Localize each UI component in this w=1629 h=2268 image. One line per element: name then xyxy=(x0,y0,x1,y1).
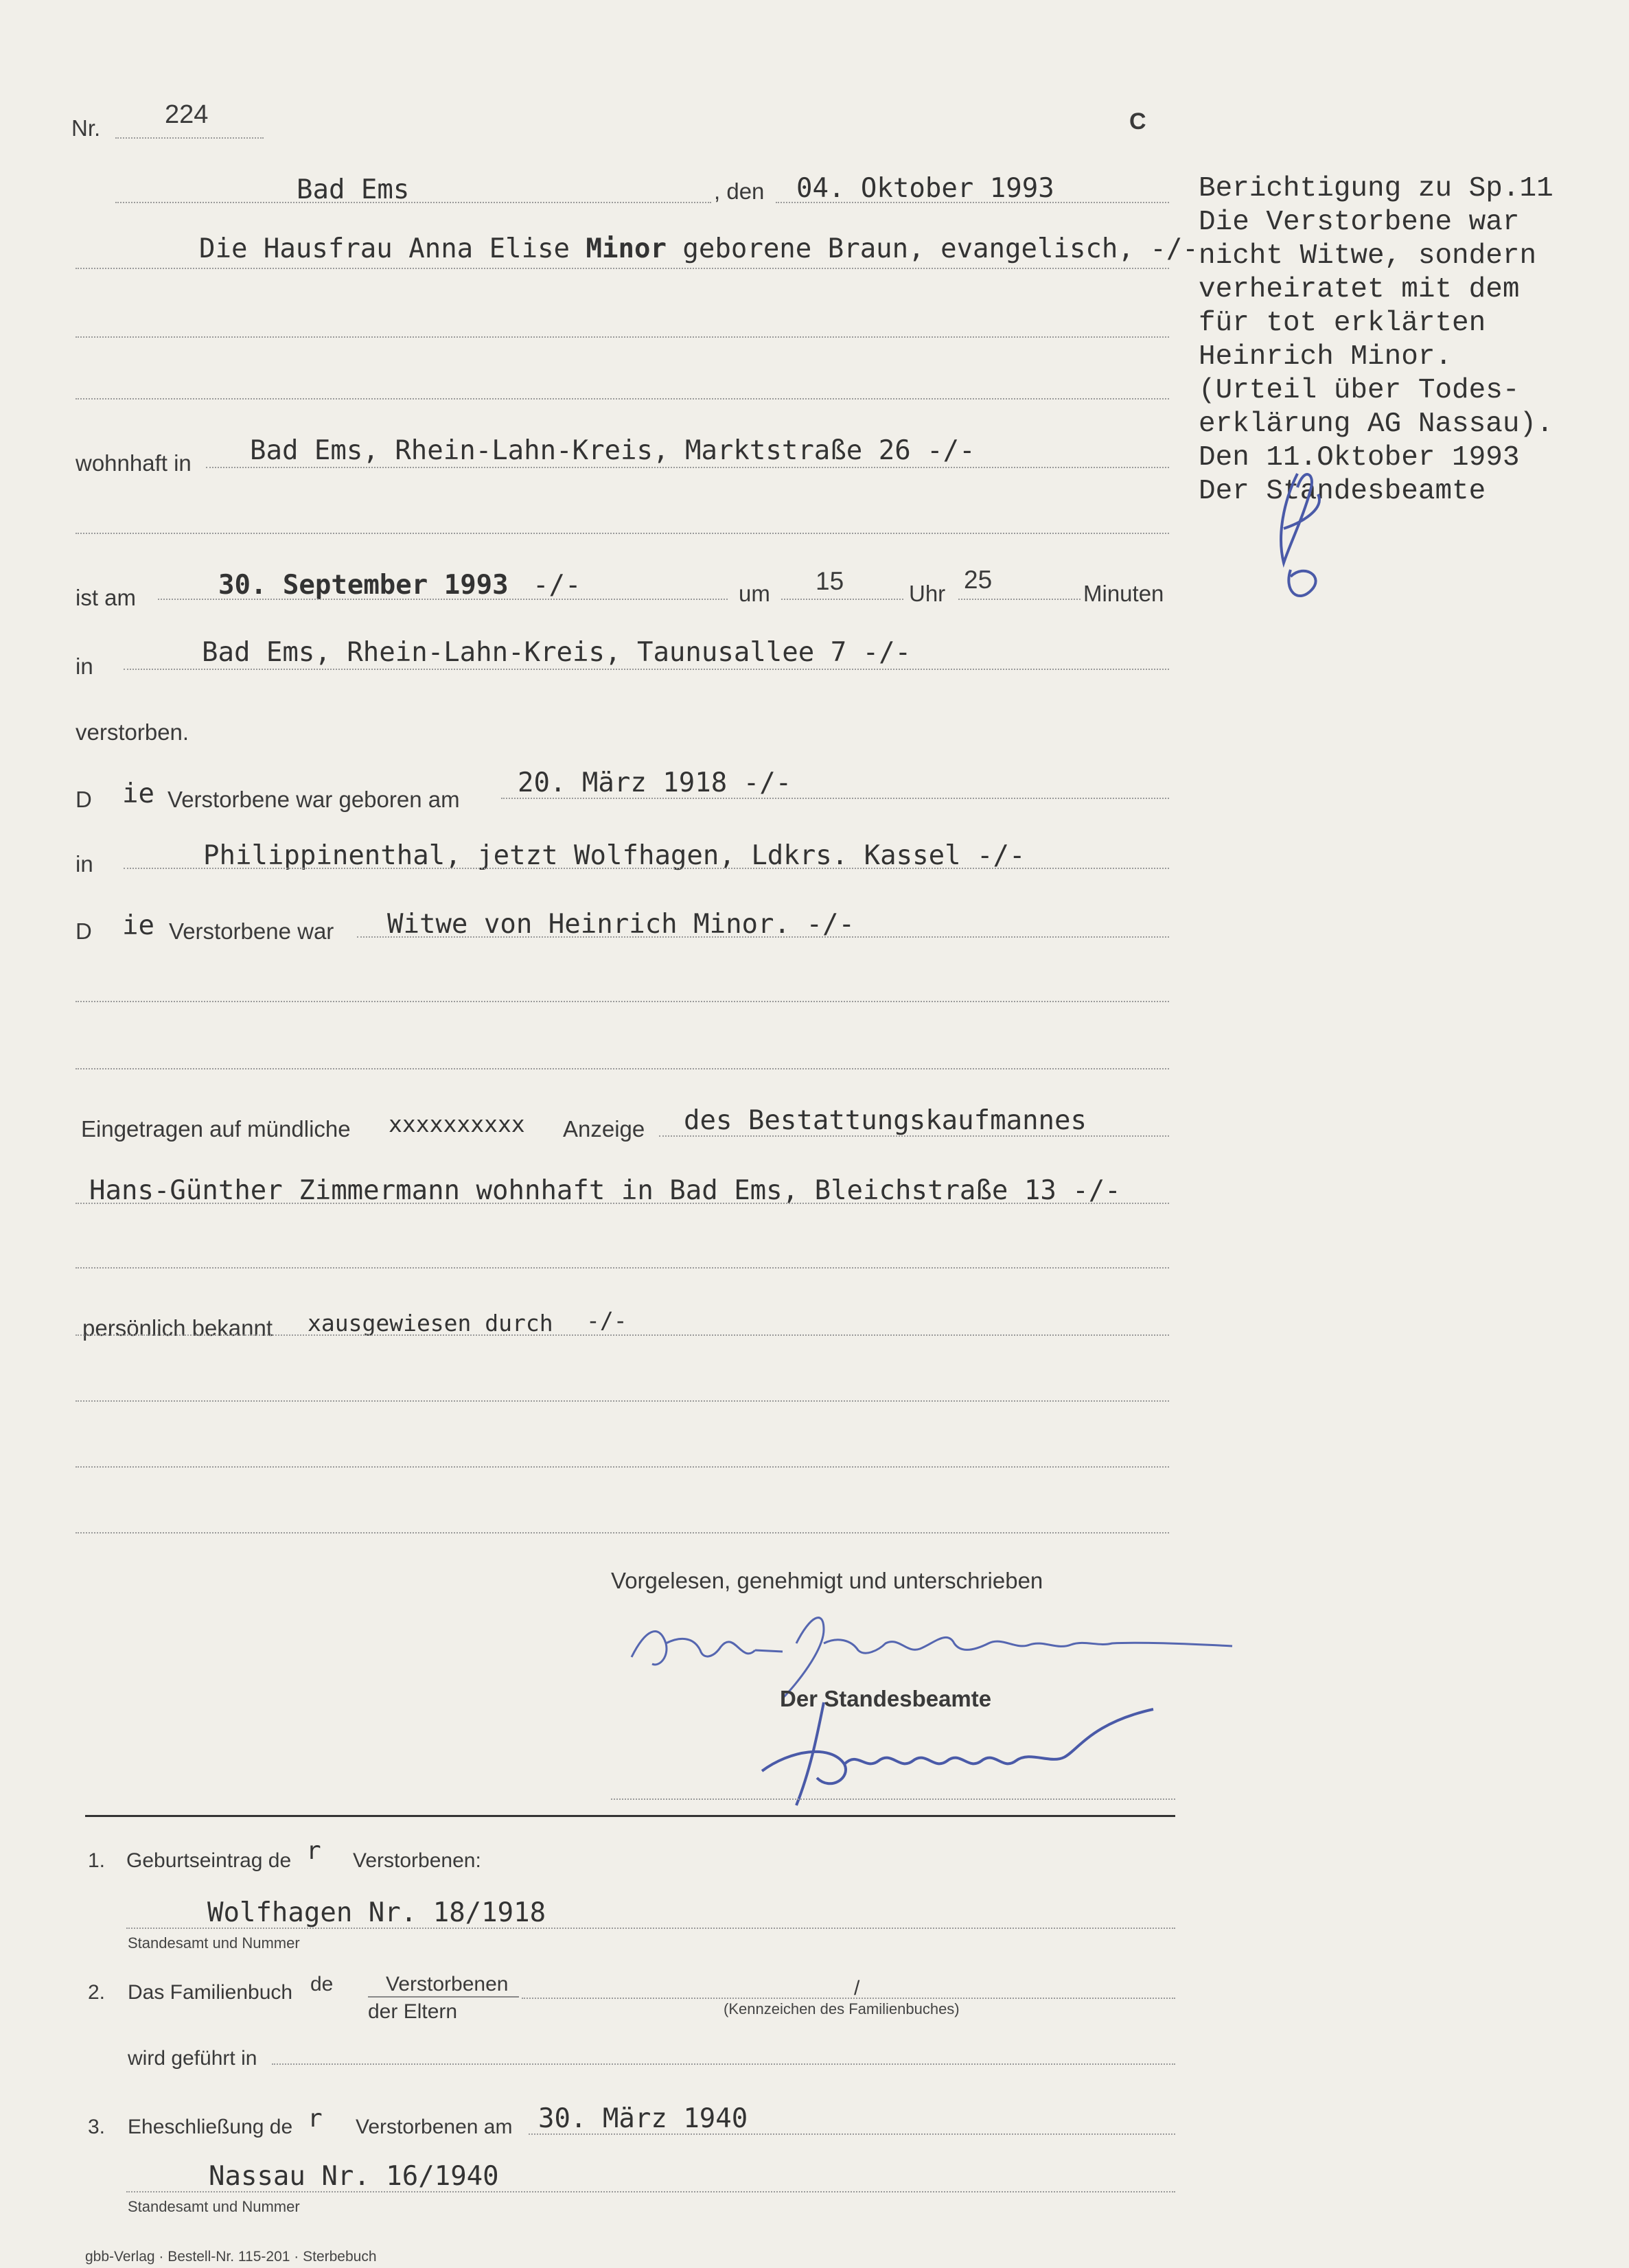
vorgelesen-label: Vorgelesen, genehmigt und unterschrieben xyxy=(611,1568,1043,1593)
item3-sub: Standesamt und Nummer xyxy=(128,2198,300,2215)
um-label: um xyxy=(739,581,770,606)
informant-line-2: Hans-Günther Zimmermann wohnhaft in Bad Ems, Bleichstraße 13 -/- xyxy=(89,1175,1121,1206)
status-ie-typed: ie xyxy=(122,910,154,941)
registration-struck: xxxxxxxxxx xyxy=(389,1111,525,1137)
dotted-line xyxy=(76,268,1169,269)
item3-label2: Verstorbenen am xyxy=(356,2116,513,2138)
dotted-line xyxy=(76,533,1169,534)
signature-line xyxy=(611,1798,1175,1800)
corner-mark: C xyxy=(1129,108,1146,135)
identity-struck: xausgewiesen durch xyxy=(308,1310,553,1336)
dotted-line xyxy=(76,1400,1169,1402)
margin-signature-icon xyxy=(1256,460,1359,611)
dotted-line xyxy=(76,1001,1169,1002)
minuten-label: Minuten xyxy=(1083,581,1164,606)
item2-gefuehrt-label: wird geführt in xyxy=(128,2047,257,2070)
item2-de: de xyxy=(310,1973,334,1995)
residence-value: Bad Ems, Rhein-Lahn-Kreis, Marktstraße 26 -/- xyxy=(250,435,975,466)
item2-slash: / xyxy=(854,1977,860,2000)
death-minutes: 25 xyxy=(964,566,993,594)
margin-line: (Urteil über Todes- xyxy=(1199,375,1520,406)
ist-am-label: ist am xyxy=(76,585,137,610)
margin-line: erklärung AG Nassau). xyxy=(1199,408,1553,440)
dotted-line xyxy=(357,936,1169,938)
dotted-line xyxy=(776,202,1169,203)
item2-kennzeichen: (Kennzeichen des Familienbuches) xyxy=(724,2000,960,2017)
item1-label2: Verstorbenen: xyxy=(353,1849,481,1872)
status-war-label: Verstorbene war xyxy=(169,918,334,944)
dotted-line xyxy=(158,599,728,600)
status-value: Witwe von Heinrich Minor. -/- xyxy=(387,909,855,940)
item1-label: Geburtseintrag de xyxy=(126,1849,292,1872)
dotted-line xyxy=(76,336,1169,338)
standesbeamte-label: Der Standesbeamte xyxy=(780,1686,992,1711)
geboren-label: Verstorbene war geboren am xyxy=(167,787,460,812)
option-divider xyxy=(368,1996,519,1998)
registration-date: 04. Oktober 1993 xyxy=(796,173,1054,204)
item2-option-verstorbenen: Verstorbenen xyxy=(386,1973,509,1995)
verstorben-label: verstorben. xyxy=(76,719,189,745)
person-prefix: Die Hausfrau Anna Elise xyxy=(199,233,586,264)
dotted-line xyxy=(124,669,1169,670)
dotted-line xyxy=(781,599,903,600)
margin-line: Die Verstorbene war xyxy=(1199,207,1520,238)
dotted-line xyxy=(76,398,1169,400)
death-hour: 15 xyxy=(816,567,844,595)
dotted-line xyxy=(115,137,264,139)
death-in-label: in xyxy=(76,653,93,679)
margin-line: Den 11.Oktober 1993 xyxy=(1199,442,1520,474)
dotted-line xyxy=(76,1203,1169,1204)
birth-date: 20. März 1918 -/- xyxy=(518,767,792,798)
status-d-label: D xyxy=(76,918,92,944)
margin-line: für tot erklärten xyxy=(1199,308,1486,339)
birth-place: Philippinenthal, jetzt Wolfhagen, Ldkrs. Kassel -/- xyxy=(203,840,1026,871)
death-date-mark: -/- xyxy=(533,570,581,601)
publisher-line: gbb-Verlag · Bestell-Nr. 115-201 · Sterbebuch xyxy=(85,2249,377,2265)
margin-line: nicht Witwe, sondern xyxy=(1199,240,1537,272)
item2-number: 2. xyxy=(88,1981,106,2004)
dotted-line xyxy=(76,1532,1169,1534)
dotted-line xyxy=(76,1334,1169,1336)
item2-label: Das Familienbuch xyxy=(128,1981,293,2004)
margin-line: Der Standesbeamte xyxy=(1199,476,1486,507)
dotted-line xyxy=(958,599,1081,600)
item3-r: r xyxy=(308,2105,323,2133)
item1-r: r xyxy=(306,1837,321,1865)
dotted-line xyxy=(659,1135,1169,1137)
dotted-line xyxy=(115,202,711,203)
residence-label: wohnhaft in xyxy=(76,450,192,476)
dotted-line xyxy=(501,798,1169,799)
item3-value: Nassau Nr. 16/1940 xyxy=(209,2161,499,2192)
nr-label: Nr. xyxy=(71,115,101,141)
marriage-date: 30. März 1940 xyxy=(538,2103,748,2134)
dotted-line xyxy=(76,1068,1169,1069)
dotted-line xyxy=(529,2133,1175,2135)
death-date: 30. September 1993 xyxy=(218,570,509,601)
birth-d-label: D xyxy=(76,787,92,812)
margin-line: Heinrich Minor. xyxy=(1199,341,1453,373)
death-place: Bad Ems, Rhein-Lahn-Kreis, Taunusallee 7 -/- xyxy=(202,637,912,668)
person-rest: e Braun, evangelisch, -/- xyxy=(795,233,1199,264)
person-surname: Minor xyxy=(586,233,667,264)
person-geboren: geboren xyxy=(666,233,796,264)
dotted-line xyxy=(272,2063,1175,2065)
identity-mark: -/- xyxy=(586,1307,627,1334)
den-label: , den xyxy=(714,178,765,204)
dotted-line xyxy=(76,1267,1169,1269)
place-of-registration: Bad Ems xyxy=(297,174,410,205)
dotted-line xyxy=(206,467,1169,468)
margin-correction-note xyxy=(1199,139,1553,542)
margin-line: verheiratet mit dem xyxy=(1199,274,1520,305)
item1-sub: Standesamt und Nummer xyxy=(128,1934,300,1952)
dotted-line xyxy=(124,868,1169,869)
section-divider xyxy=(85,1815,1175,1817)
birth-ie-typed: ie xyxy=(122,778,154,809)
anzeige-label: Anzeige xyxy=(563,1116,645,1142)
item3-label: Eheschließung de xyxy=(128,2116,293,2138)
registrar-signature-icon xyxy=(748,1696,1160,1812)
dotted-line xyxy=(126,2191,1175,2192)
dotted-line xyxy=(76,1466,1169,1468)
dotted-line xyxy=(126,1928,1175,1929)
item3-number: 3. xyxy=(88,2116,106,2138)
person-line xyxy=(199,233,1199,264)
birth-in-label: in xyxy=(76,851,93,877)
dotted-line xyxy=(522,1998,1175,1999)
identity-label: persönlich bekannt xyxy=(82,1315,273,1341)
informant-line-1: des Bestattungskaufmannes xyxy=(684,1105,1087,1136)
item1-number: 1. xyxy=(88,1849,106,1872)
registration-label: Eingetragen auf mündliche xyxy=(81,1116,351,1142)
nr-value: 224 xyxy=(165,100,209,129)
item1-value: Wolfhagen Nr. 18/1918 xyxy=(207,1897,546,1928)
uhr-label: Uhr xyxy=(909,581,946,606)
item2-option-eltern: der Eltern xyxy=(368,2000,458,2023)
margin-line: Berichtigung zu Sp.11 xyxy=(1199,173,1553,205)
